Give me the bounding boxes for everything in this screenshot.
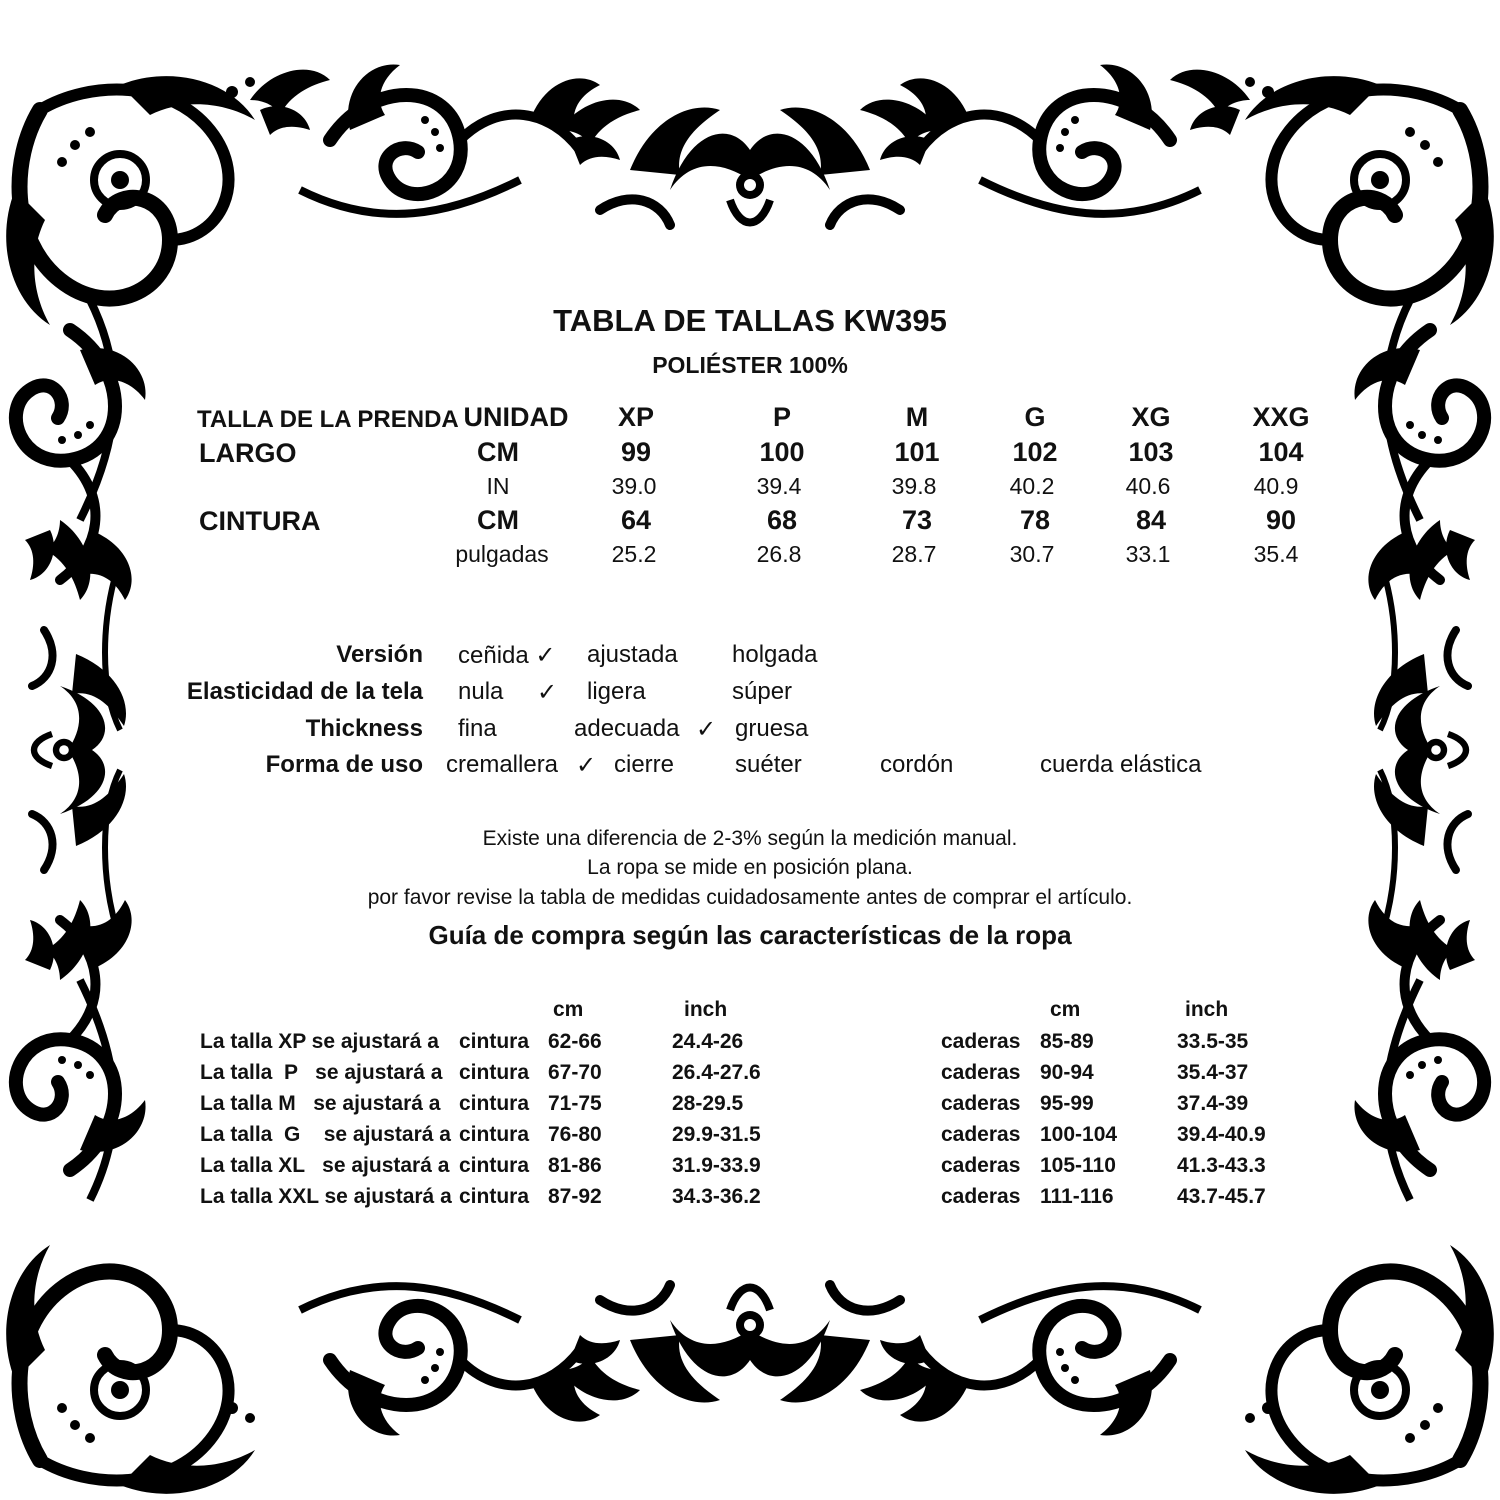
table-cell: 84	[1135, 505, 1167, 535]
feature-option: ligera	[587, 678, 646, 705]
row-name: CINTURA	[199, 506, 321, 536]
guide-row-hip-inch: 33.5-35	[1177, 1030, 1249, 1053]
feature-option: suéter	[735, 751, 802, 778]
guide-row-cm: 62-66	[548, 1030, 602, 1053]
table-cell: 39.8	[891, 473, 937, 499]
guide-row-label: La talla G se ajustará a	[200, 1123, 451, 1146]
guide-row-hip-label: caderas	[941, 1092, 1021, 1115]
feature-option: nula	[458, 678, 504, 705]
guide-row-part: cintura	[459, 1030, 530, 1053]
guide-row-hip-label: caderas	[941, 1123, 1021, 1146]
guide-row-hip-cm: 111-116	[1040, 1185, 1114, 1208]
guide-row-inch: 31.9-33.9	[672, 1154, 761, 1177]
guide-row-hip-label: caderas	[941, 1030, 1021, 1053]
guide-header-inch: inch	[684, 998, 728, 1021]
size-header-p: P	[772, 402, 792, 432]
table-cell: 104	[1258, 437, 1304, 467]
check-mark: ✓	[537, 679, 558, 706]
guide-row-part: cintura	[459, 1154, 530, 1177]
guide-header-inch: inch	[1185, 998, 1229, 1021]
feature-option: cuerda elástica	[1040, 751, 1202, 778]
feature-option: gruesa	[735, 715, 809, 742]
table-cell: 90	[1265, 505, 1297, 535]
table-cell: 33.1	[1125, 541, 1171, 567]
table-cell: 40.6	[1125, 473, 1171, 499]
guide-row-hip-label: caderas	[941, 1061, 1021, 1084]
table-cell: 26.8	[756, 541, 802, 567]
guide-row-hip-inch: 43.7-45.7	[1177, 1185, 1266, 1208]
table-cell: 99	[620, 437, 652, 467]
guide-row-inch: 29.9-31.5	[672, 1123, 761, 1146]
size-header-xg: XG	[1131, 402, 1171, 432]
feature-option: ajustada	[587, 641, 678, 668]
guide-row-hip-cm: 90-94	[1040, 1061, 1094, 1084]
guide-row-cm: 76-80	[548, 1123, 602, 1146]
feature-label-thickness: Thickness	[305, 715, 423, 742]
guide-header-cm: cm	[1050, 998, 1081, 1021]
table-cell: 103	[1128, 437, 1174, 467]
row-unit: pulgadas	[455, 541, 549, 567]
guide-row-hip-inch: 41.3-43.3	[1177, 1154, 1266, 1177]
guide-row-label: La talla M se ajustará a	[200, 1092, 441, 1115]
table-cell: 35.4	[1253, 541, 1299, 567]
guide-row-part: cintura	[459, 1061, 530, 1084]
feature-option: cordón	[880, 751, 954, 778]
guide-row-cm: 67-70	[548, 1061, 602, 1084]
table-cell: 25.2	[611, 541, 657, 567]
guide-row-hip-label: caderas	[941, 1185, 1021, 1208]
table-cell: 28.7	[891, 541, 937, 567]
table-cell: 73	[901, 505, 933, 535]
table-cell: 78	[1019, 505, 1051, 535]
row-unit: IN	[486, 473, 510, 499]
guide-title: Guía de compra según las características de la ropa	[428, 920, 1072, 950]
guide-row-label: La talla P se ajustará a	[200, 1061, 443, 1084]
table-cell: 64	[620, 505, 652, 535]
feature-option: cierre	[614, 751, 675, 778]
row-unit: CM	[477, 437, 519, 467]
note-line: La ropa se mide en posición plana.	[587, 856, 913, 879]
size-header-m: M	[905, 402, 929, 432]
note-line: por favor revise la tabla de medidas cuidadosamente antes de comprar el artículo.	[367, 886, 1133, 909]
check-mark: ✓	[576, 752, 597, 779]
guide-row-cm: 87-92	[548, 1185, 602, 1208]
guide-row-inch: 24.4-26	[672, 1030, 744, 1053]
size-header-xp: XP	[617, 402, 655, 432]
table-cell: 39.0	[611, 473, 657, 499]
feature-option: adecuada	[574, 715, 680, 742]
feature-option: fina	[458, 715, 497, 742]
guide-row-inch: 34.3-36.2	[672, 1185, 761, 1208]
feature-label-version: Versión	[336, 641, 423, 668]
guide-row-inch: 28-29.5	[672, 1092, 744, 1115]
guide-row-hip-cm: 85-89	[1040, 1030, 1094, 1053]
page-subtitle: POLIÉSTER 100%	[652, 352, 848, 378]
size-header-g: G	[1024, 402, 1046, 432]
feature-option: súper	[732, 678, 793, 705]
size-column-label: TALLA DE LA PRENDA	[197, 406, 459, 433]
row-unit: CM	[477, 505, 519, 535]
guide-header-cm: cm	[553, 998, 584, 1021]
page-title: TABLA DE TALLAS KW395	[553, 303, 947, 338]
feature-option: holgada	[732, 641, 818, 668]
guide-row-cm: 71-75	[548, 1092, 602, 1115]
guide-row-hip-inch: 37.4-39	[1177, 1092, 1249, 1115]
size-header-xxg: XXG	[1252, 402, 1310, 432]
guide-row-hip-inch: 35.4-37	[1177, 1061, 1249, 1084]
table-cell: 101	[894, 437, 940, 467]
note-line: Existe una diferencia de 2-3% según la medición manual.	[482, 827, 1018, 850]
feature-label-elasticity: Elasticidad de la tela	[186, 678, 423, 705]
feature-option: cremallera	[446, 751, 559, 778]
table-cell: 102	[1012, 437, 1058, 467]
table-cell: 40.2	[1009, 473, 1055, 499]
guide-row-label: La talla XP se ajustará a	[200, 1030, 439, 1053]
guide-row-label: La talla XL se ajustará a	[200, 1154, 450, 1177]
guide-row-label: La talla XXL se ajustará a	[200, 1185, 452, 1208]
table-cell: 100	[759, 437, 805, 467]
guide-row-inch: 26.4-27.6	[672, 1061, 761, 1084]
guide-row-hip-inch: 39.4-40.9	[1177, 1123, 1266, 1146]
check-mark: ✓	[696, 716, 717, 743]
feature-label-closure: Forma de uso	[265, 751, 423, 778]
guide-row-hip-cm: 100-104	[1040, 1123, 1118, 1146]
guide-row-hip-cm: 95-99	[1040, 1092, 1094, 1115]
guide-row-hip-cm: 105-110	[1040, 1154, 1116, 1177]
table-cell: 40.9	[1253, 473, 1299, 499]
size-table	[0, 0, 1500, 600]
guide-row-part: cintura	[459, 1123, 530, 1146]
unit-column-label: UNIDAD	[463, 402, 569, 432]
feature-option: ceñida ✓	[458, 642, 556, 669]
guide-row-cm: 81-86	[548, 1154, 602, 1177]
table-cell: 68	[766, 505, 798, 535]
guide-row-hip-label: caderas	[941, 1154, 1021, 1177]
table-cell: 39.4	[756, 473, 802, 499]
table-cell: 30.7	[1009, 541, 1055, 567]
guide-row-part: cintura	[459, 1092, 530, 1115]
row-name: LARGO	[199, 438, 297, 468]
guide-row-part: cintura	[459, 1185, 530, 1208]
